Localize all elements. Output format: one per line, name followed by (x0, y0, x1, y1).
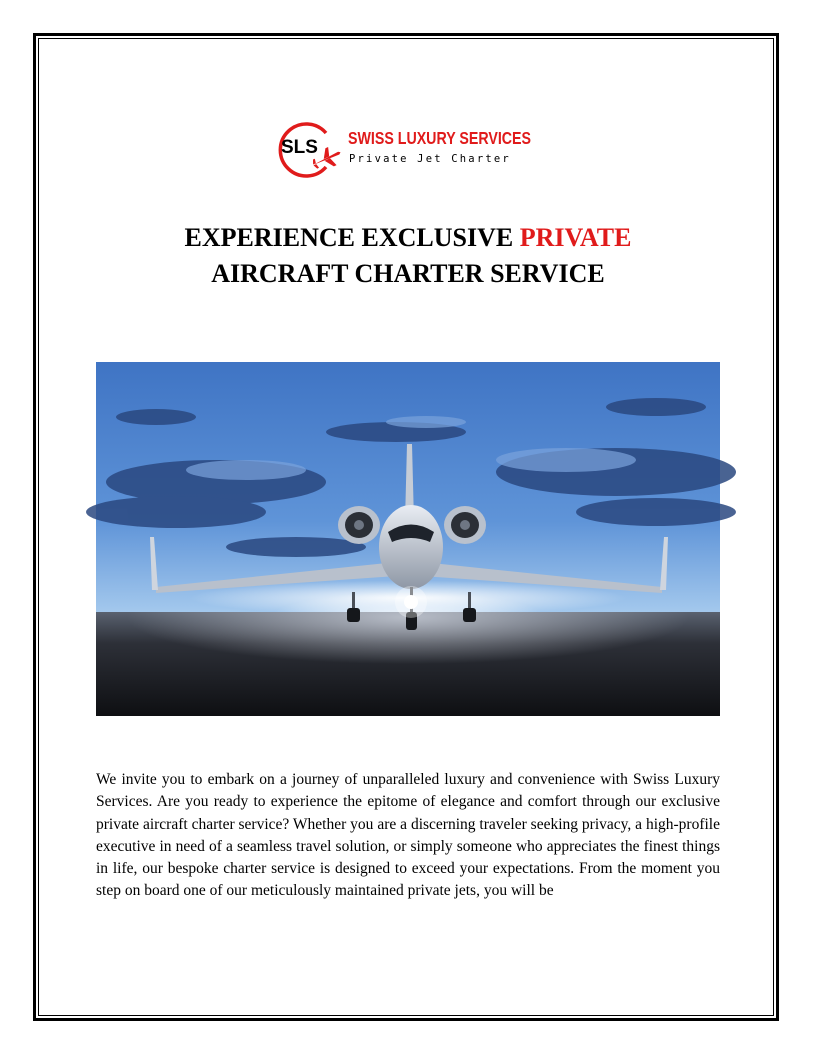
private-jet-on-runway-image (96, 362, 720, 716)
logo-monogram: SLS (281, 137, 318, 158)
title-line2: AIRCRAFT CHARTER SERVICE (211, 259, 605, 288)
logo-tagline: Private Jet Charter (349, 153, 511, 165)
title-part1: EXPERIENCE EXCLUSIVE (184, 223, 520, 252)
title-highlight: PRIVATE (519, 223, 632, 252)
logo-brand-name: SWISS LUXURY SERVICES (348, 128, 531, 148)
logo (268, 113, 538, 183)
body-paragraph: We invite you to embark on a journey of unparalleled luxury and convenience with Swiss Luxury Services. Are you ready to experience the epitome of elegance and comfort through our exclusive private aircraft charter service? Whether you are a discerning traveler seeking privacy, a high-profile executive in need of a seamless travel solution, or simply someone who appreciates the finest things in life, our bespoke charter service is designed to exceed your expectations. From the moment you step on board one of our meticulously maintained private jets, you will be (96, 771, 720, 900)
hero-image (96, 362, 720, 716)
page-title (96, 220, 720, 292)
